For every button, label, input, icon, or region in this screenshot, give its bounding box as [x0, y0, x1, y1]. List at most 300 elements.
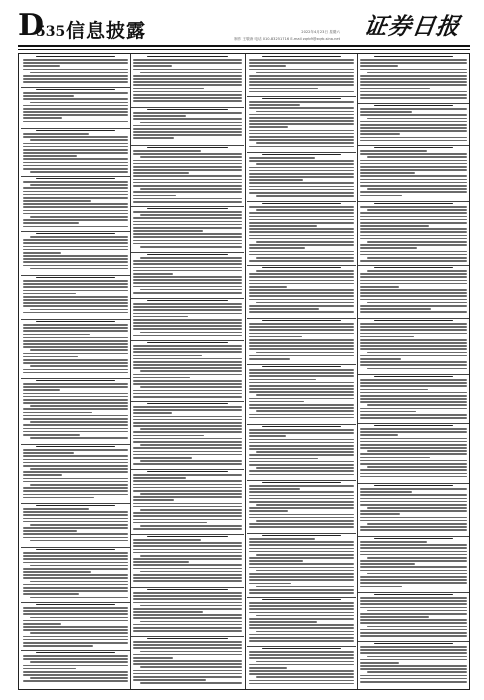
- announcement-text-line: [360, 566, 467, 568]
- announcement-block: [358, 54, 469, 104]
- announcement-text-line: [249, 557, 354, 559]
- announcement-text-line: [360, 597, 467, 599]
- announcement-text-line: [23, 162, 128, 164]
- announcement-text-line: [133, 175, 242, 177]
- announcement-text-line: [133, 506, 242, 508]
- announcement-text-line: [30, 171, 128, 173]
- announcement-text-line: [360, 172, 415, 174]
- announcement-text-line: [133, 608, 242, 610]
- announcement-text-line: [256, 352, 354, 354]
- announcement-text-line: [256, 195, 354, 197]
- announcement-text-line: [360, 632, 467, 634]
- announcement-text-line: [360, 299, 467, 301]
- announcement-heading-line: [147, 254, 228, 256]
- announcement-block: [21, 650, 130, 689]
- announcement-text-line: [360, 251, 467, 253]
- announcement-text-line: [133, 670, 242, 672]
- announcement-text-line: [256, 586, 354, 588]
- announcement-text-line: [23, 296, 128, 298]
- announcement-text-line: [140, 214, 242, 216]
- announcement-text-line: [133, 182, 242, 184]
- announcement-heading-line: [374, 538, 454, 540]
- announcement-text-line: [249, 567, 354, 569]
- announcement-text-line: [249, 81, 354, 83]
- announcement-text-line: [133, 286, 242, 288]
- announcement-text-line: [360, 333, 467, 335]
- announcement-heading-line: [262, 599, 341, 601]
- announcement-text-line: [133, 454, 242, 456]
- announcement-text-line: [140, 682, 242, 684]
- announcement-text-line: [360, 668, 467, 670]
- announcement-text-line: [23, 213, 128, 215]
- announcement-text-line: [360, 81, 467, 83]
- announcement-text-line: [249, 59, 354, 61]
- announcement-text-line: [23, 143, 128, 145]
- announcement-text-line: [249, 160, 354, 162]
- masthead-rule-thin: [18, 49, 470, 50]
- announcement-text-line: [249, 375, 354, 377]
- announcement-text-line: [360, 364, 467, 366]
- announcement-heading-line: [262, 154, 341, 156]
- announcement-text-line: [23, 481, 128, 483]
- announcement-text-line: [140, 188, 242, 190]
- announcement-text-line: [30, 405, 128, 407]
- announcement-text-line: [249, 612, 354, 614]
- newspaper-logo: 证券日报: [362, 13, 462, 40]
- announcement-text-line: [140, 257, 242, 259]
- announcement-text-line: [23, 261, 128, 263]
- announcement-text-line: [133, 644, 242, 646]
- announcement-text-line: [140, 509, 242, 511]
- announcement-text-line: [23, 558, 128, 560]
- announcement-text-line: [367, 557, 467, 559]
- announcement-text-line: [360, 547, 467, 549]
- announcement-text-line: [360, 59, 467, 61]
- announcement-text-line: [23, 136, 128, 138]
- announcement-text-line: [249, 212, 354, 214]
- announcement-heading-line: [374, 485, 454, 487]
- announcement-text-line: [360, 444, 467, 446]
- announcement-text-line: [360, 408, 467, 410]
- announcement-text-line: [256, 554, 354, 556]
- announcement-heading-line: [36, 130, 115, 132]
- announcement-text-line: [23, 393, 128, 395]
- announcement-text-line: [133, 185, 242, 187]
- announcement-text-line: [249, 523, 354, 525]
- announcement-text-line: [360, 607, 467, 609]
- announcement-text-line: [249, 432, 354, 434]
- announcement-heading-line: [36, 604, 115, 606]
- announcement-text-line: [133, 150, 201, 152]
- announcement-block: [358, 318, 469, 375]
- announcement-text-line: [23, 239, 128, 241]
- announcement-heading-line: [262, 482, 341, 484]
- announcement-text-line: [23, 408, 128, 410]
- announcement-block: [247, 424, 356, 481]
- announcement-heading-line: [147, 208, 228, 210]
- announcement-text-line: [249, 192, 354, 194]
- announcement-text-line: [249, 551, 354, 553]
- announcement-text-line: [133, 542, 242, 544]
- announcement-text-line: [249, 157, 315, 159]
- announcement-text-line: [249, 398, 354, 400]
- announcement-text-line: [249, 84, 354, 86]
- announcement-text-line: [133, 69, 242, 71]
- announcement-heading-line: [147, 589, 228, 591]
- announcement-text-line: [249, 510, 288, 512]
- announcement-block: [21, 444, 130, 504]
- announcement-text-line: [133, 660, 242, 662]
- announcement-text-line: [23, 668, 76, 670]
- announcement-text-line: [30, 661, 128, 663]
- announcement-block: [131, 401, 244, 470]
- announcement-text-line: [23, 584, 128, 586]
- announcement-text-line: [360, 438, 467, 440]
- announcement-text-line: [23, 487, 128, 489]
- announcement-text-line: [360, 235, 467, 237]
- announcement-text-line: [249, 286, 287, 288]
- announcement-text-line: [140, 493, 242, 495]
- announcement-text-line: [360, 457, 430, 459]
- announcement-text-line: [23, 537, 128, 539]
- announcement-text-line: [360, 308, 431, 310]
- announcement-text-line: [23, 665, 128, 667]
- announcement-text-line: [360, 681, 467, 683]
- announcement-text-line: [367, 610, 467, 612]
- announcement-text-line: [256, 631, 354, 633]
- announcement-heading-line: [36, 505, 115, 507]
- announcement-text-line: [133, 367, 242, 369]
- announcement-text-line: [249, 372, 354, 374]
- announcement-text-line: [23, 362, 128, 364]
- announcement-text-line: [360, 153, 467, 155]
- announcement-text-line: [367, 156, 467, 158]
- announcement-text-line: [360, 133, 400, 135]
- announcement-text-line: [249, 673, 354, 675]
- announcement-text-line: [23, 590, 128, 592]
- column-4: [358, 54, 469, 689]
- announcement-text-line: [133, 568, 242, 570]
- announcement-text-line: [360, 510, 467, 512]
- announcement-text-line: [367, 118, 467, 120]
- announcement-text-line: [133, 474, 242, 476]
- announcement-heading-line: [36, 446, 115, 448]
- announcement-block: [358, 145, 469, 202]
- issue-date: 2022年4月23日 星期六: [301, 30, 340, 34]
- announcement-text-line: [23, 108, 128, 110]
- announcement-text-line: [140, 444, 242, 446]
- announcement-text-line: [249, 538, 315, 540]
- announcement-text-line: [249, 563, 354, 565]
- announcement-heading-line: [147, 300, 228, 302]
- announcement-text-line: [133, 545, 242, 547]
- announcement-text-line: [249, 88, 318, 90]
- announcement-text-line: [23, 255, 128, 257]
- announcement-text-line: [23, 424, 128, 426]
- announcement-block: [131, 340, 244, 402]
- announcement-text-line: [133, 503, 242, 505]
- announcement-text-line: [133, 125, 242, 127]
- announcement-text-line: [23, 555, 128, 557]
- announcement-text-line: [256, 570, 354, 572]
- announcement-text-line: [360, 175, 467, 177]
- announcement-text-line: [256, 504, 354, 506]
- announcement-text-line: [249, 336, 302, 338]
- announcement-text-line: [249, 526, 354, 528]
- announcement-block: [21, 54, 130, 88]
- announcement-text-line: [30, 268, 128, 270]
- announcement-text-line: [249, 173, 354, 175]
- announcement-text-line: [249, 442, 354, 444]
- announcement-text-line: [133, 88, 204, 90]
- announcement-text-line: [23, 330, 128, 332]
- announcement-text-line: [360, 114, 467, 116]
- announcement-text-line: [23, 645, 93, 647]
- announcement-text-line: [360, 551, 467, 553]
- announcement-text-line: [140, 651, 242, 653]
- announcement-text-line: [249, 637, 354, 639]
- announcement-text-line: [256, 302, 354, 304]
- announcement-text-line: [360, 273, 467, 275]
- announcement-text-line: [23, 152, 128, 154]
- announcement-text-line: [360, 389, 428, 391]
- announcement-text-line: [249, 667, 287, 669]
- announcement-text-line: [249, 602, 354, 604]
- announcement-text-line: [249, 654, 354, 656]
- announcement-text-line: [133, 172, 189, 174]
- announcement-text-line: [133, 358, 242, 360]
- announcement-text-line: [360, 108, 467, 110]
- announcement-text-line: [23, 478, 128, 480]
- announcement-text-line: [23, 620, 128, 622]
- announcement-text-line: [133, 377, 190, 379]
- announcement-text-line: [360, 62, 467, 64]
- announcement-text-line: [360, 513, 400, 515]
- announcement-text-line: [23, 623, 61, 625]
- announcement-text-line: [256, 615, 354, 617]
- announcement-text-line: [140, 571, 242, 573]
- announcement-block: [21, 128, 130, 177]
- announcement-text-line: [23, 514, 128, 516]
- announcement-text-line: [249, 358, 290, 360]
- announcement-text-line: [360, 75, 467, 77]
- announcement-text-line: [23, 369, 128, 371]
- announcement-text-line: [23, 286, 128, 288]
- announcement-text-line: [360, 616, 429, 618]
- announcement-text-line: [249, 231, 354, 233]
- announcement-text-line: [360, 289, 467, 291]
- announcement-text-line: [360, 678, 467, 680]
- announcement-text-line: [256, 111, 354, 113]
- announcement-text-line: [23, 428, 128, 430]
- announcement-text-line: [360, 121, 467, 123]
- announcement-text-line: [23, 146, 128, 148]
- announcement-text-line: [23, 383, 128, 385]
- announcement-text-line: [256, 257, 354, 259]
- announcement-block: [358, 103, 469, 146]
- announcement-text-line: [133, 539, 201, 541]
- announcement-text-line: [249, 280, 354, 282]
- announcement-text-line: [133, 306, 242, 308]
- announcement-text-line: [249, 179, 303, 181]
- announcement-text-line: [133, 617, 242, 619]
- announcement-text-line: [30, 468, 128, 470]
- announcement-text-line: [360, 619, 467, 621]
- announcement-block: [247, 152, 356, 202]
- announcement-text-line: [360, 463, 467, 465]
- announcement-text-line: [249, 657, 354, 659]
- announcement-text-line: [133, 169, 242, 171]
- announcement-text-line: [133, 654, 242, 656]
- announcement-text-line: [360, 127, 467, 129]
- announcement-block: [247, 480, 356, 534]
- announcement-text-line: [23, 283, 128, 285]
- announcement-text-line: [133, 409, 242, 411]
- announcement-text-line: [133, 673, 242, 675]
- announcement-text-line: [249, 292, 354, 294]
- announcement-text-line: [23, 149, 128, 151]
- announcement-text-line: [23, 474, 62, 476]
- announcement-text-line: [360, 94, 467, 96]
- announcement-block: [131, 587, 244, 637]
- announcement-text-line: [133, 435, 204, 437]
- announcement-text-line: [249, 345, 354, 347]
- announcement-heading-line: [36, 380, 115, 382]
- announcement-text-line: [249, 592, 354, 594]
- announcement-text-line: [23, 607, 128, 609]
- announcement-heading-line: [262, 267, 341, 269]
- announcement-text-line: [249, 407, 354, 409]
- announcement-text-line: [249, 333, 354, 335]
- announcement-text-line: [360, 517, 467, 519]
- announcement-text-line: [23, 636, 128, 638]
- announcement-text-line: [133, 201, 242, 203]
- announcement-text-line: [360, 395, 467, 397]
- announcement-heading-line: [36, 178, 115, 180]
- announcement-block: [131, 469, 244, 535]
- announcement-text-line: [133, 441, 242, 443]
- announcement-heading-line: [262, 426, 341, 428]
- announcement-text-line: [360, 652, 467, 654]
- announcement-text-line: [133, 233, 242, 235]
- announcement-text-line: [249, 206, 354, 208]
- announcement-text-line: [30, 139, 128, 141]
- announcement-text-line: [367, 188, 467, 190]
- announcement-text-line: [140, 370, 242, 372]
- announcement-text-line: [140, 156, 242, 158]
- announcement-text-line: [133, 577, 242, 579]
- announcement-text-line: [140, 122, 242, 124]
- announcement-text-line: [249, 514, 354, 516]
- announcement-text-line: [360, 355, 467, 357]
- announcement-text-line: [23, 81, 128, 83]
- announcement-text-line: [249, 485, 354, 487]
- announcement-text-line: [360, 292, 467, 294]
- announcement-text-line: [133, 490, 242, 492]
- announcement-text-line: [23, 465, 128, 467]
- announcement-text-line: [133, 91, 242, 93]
- announcement-text-line: [133, 118, 242, 120]
- announcement-text-line: [360, 401, 467, 403]
- announcement-block: [21, 176, 130, 232]
- announcement-text-line: [249, 576, 354, 578]
- announcement-block: [21, 378, 130, 445]
- announcement-text-line: [249, 342, 354, 344]
- announcement-text-line: [360, 348, 467, 350]
- announcement-text-line: [23, 133, 89, 135]
- announcement-text-line: [249, 541, 354, 543]
- announcement-text-line: [23, 412, 92, 414]
- announcement-text-line: [133, 657, 173, 659]
- announcement-text-line: [360, 179, 467, 181]
- announcement-text-line: [360, 491, 412, 493]
- announcement-text-line: [23, 613, 128, 615]
- announcement-text-line: [133, 65, 172, 67]
- announcement-text-line: [30, 309, 128, 311]
- announcement-text-line: [360, 150, 427, 152]
- announcement-text-line: [249, 273, 354, 275]
- announcement-text-line: [360, 563, 415, 565]
- announcement-text-line: [360, 91, 467, 93]
- announcement-text-line: [360, 163, 467, 165]
- announcement-text-line: [23, 59, 128, 61]
- announcement-text-line: [249, 117, 354, 119]
- announcement-text-line: [360, 78, 467, 80]
- announcement-text-line: [360, 345, 467, 347]
- column-divider: [245, 54, 246, 689]
- announcement-text-line: [249, 621, 317, 623]
- announcement-text-line: [23, 305, 128, 307]
- announcement-text-line: [360, 579, 467, 581]
- announcement-text-line: [23, 105, 128, 107]
- announcement-text-line: [133, 273, 173, 275]
- announcement-text-line: [30, 365, 128, 367]
- announcement-text-line: [133, 380, 242, 382]
- announcement-text-line: [256, 72, 354, 74]
- announcement-text-line: [30, 597, 128, 599]
- announcement-block: [21, 275, 130, 320]
- announcement-text-line: [23, 206, 128, 208]
- announcement-text-line: [249, 488, 300, 490]
- announcement-text-line: [360, 238, 467, 240]
- announcement-text-line: [367, 573, 467, 575]
- page-code: D: [18, 8, 44, 43]
- announcement-text-line: [249, 107, 354, 109]
- announcement-text-line: [23, 203, 128, 205]
- announcement-text-line: [360, 219, 467, 221]
- announcement-text-line: [249, 417, 354, 419]
- announcement-text-line: [249, 670, 354, 672]
- announcement-text-line: [249, 238, 354, 240]
- announcement-text-line: [249, 167, 354, 169]
- announcement-text-line: [249, 651, 354, 653]
- announcement-text-line: [367, 302, 467, 304]
- announcement-text-line: [23, 111, 128, 113]
- announcement-text-line: [133, 602, 242, 604]
- announcement-text-line: [133, 328, 242, 330]
- announcement-text-line: [133, 630, 242, 632]
- announcement-text-line: [23, 181, 128, 183]
- announcement-text-line: [360, 659, 467, 661]
- announcement-text-line: [249, 495, 354, 497]
- announcement-text-line: [256, 410, 354, 412]
- announcement-heading-line: [374, 105, 454, 107]
- announcement-text-line: [256, 163, 354, 165]
- announcement-text-line: [360, 453, 467, 455]
- announcement-text-line: [23, 533, 128, 535]
- announcement-text-line: [249, 560, 303, 562]
- announcement-text-line: [360, 622, 467, 624]
